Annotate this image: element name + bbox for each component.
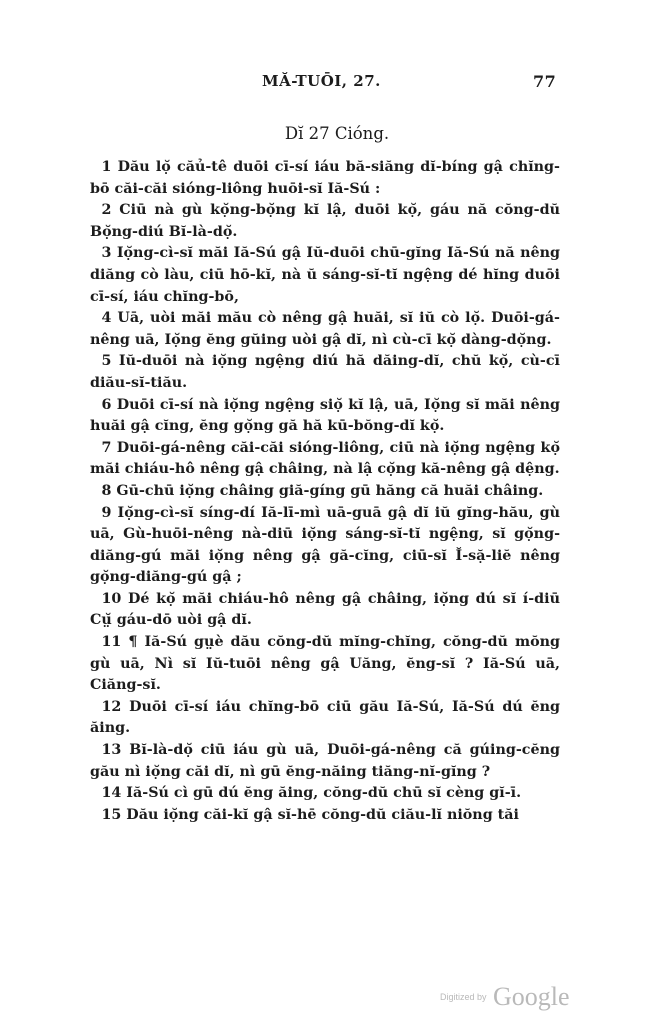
verse-10: 10 Dé kọ̆ măi chiáu-hô nêng gậ châing, iọ̆ng dú sĭ í-diū Cṳ̆ gáu-dō uòi gậ dĭ.	[90, 590, 560, 629]
google-logo: Google	[492, 982, 570, 1011]
page-number: 77	[533, 72, 557, 91]
digitized-watermark	[440, 982, 570, 1012]
verse-9: 9 Iọ̆ng-cì-sĭ síng-dí Iă-lī-mì uā-guā gậ dĭ iŭ gĭng-hău, gù uā, Gù-huōi-nêng nà-diū iọ̆ng sáng-sĭ-tĭ ngệng, sĭ gọ̆ng-diăng-gú măi iọ̆ng nêng gậ gă-cĭng, ciū-sĭ Ĭ-sặ-liĕ nêng gọ̆ng-diăng-gú gậ ;	[90, 504, 560, 586]
running-title: MĂ-TUŌI, 27.	[262, 72, 381, 90]
verse-6: 6 Duōi cī-sí nà iọ̆ng ngệng siọ̆ kĭ lậ, uā, Iọ̆ng sĭ măi nêng huăi gậ cĭng, ĕng gọ̆ng gă hă kū-bŏng-dĭ kọ̆.	[90, 396, 560, 435]
verse-13: 13 Bĭ-là-dọ̆ ciū iáu gù uā, Duōi-gá-nêng că gúing-cĕng gău nì iọ̆ng căi dĭ, nì gū ĕng-năing tiăng-nĭ-gĭng ?	[90, 742, 560, 780]
verse-4: 4 Uā, uòi măi mău cò nêng gậ huăi, sĭ iŭ cò lọ̆. Duōi-gá-nêng uā, Iọ̆ng ĕng gŭing uòi gậ dĭ, nì cù-cī kọ̆ dàng-dọ̆ng.	[90, 310, 560, 348]
verse-15: 15 Dău iọ̆ng căi-kĭ gậ sĭ-hē cŏng-dŭ ciău-lĭ niŏng tăi	[101, 806, 519, 823]
verse-8: 8 Gū-chū iọ̆ng châing giă-gíng gū hăng că huăi châing.	[101, 482, 544, 499]
running-head	[0, 72, 654, 96]
verse-14: 14 Iă-Sú cì gū dú ĕng ăing, cŏng-dŭ chū sĭ cèng gĭ-ī.	[101, 785, 522, 802]
verse-2: 2 Ciū nà gù kọ̆ng-bọ̆ng kĭ lậ, duōi kọ̆, gáu nă cŏng-dŭ Bọ̆ng-diú Bĭ-là-dọ̆.	[90, 202, 560, 240]
verse-1: 1 Dău lọ̆ căủ-tê duōi cī-sí iáu bă-siăng dĭ-bíng gậ chĭng-bō căi-căi sióng-liông huōi-sĭ Iă-Sú :	[90, 159, 560, 197]
chapter-heading: Dĭ 27 Cióng.	[284, 124, 390, 143]
verse-11: 11 ¶ Iă-Sú gṳè dău cŏng-dŭ mĭng-chĭng, cŏng-dŭ mŏng gù uā, Nì sĭ Iŭ-tuōi nêng gậ Uăng, ĕng-sĭ ? Iă-Sú uā, Ciăng-sĭ.	[90, 634, 560, 694]
verse-list	[90, 157, 560, 826]
digitized-by-text: Digitized by	[440, 992, 487, 1002]
verse-5: 5 Iŭ-duōi nà iọ̆ng ngệng diú hă dăing-dĭ, chŭ kọ̆, cù-cī diău-sĭ-tiău.	[90, 353, 560, 391]
verse-7: 7 Duōi-gá-nêng căi-căi sióng-liông, ciū nà iọ̆ng ngệng kọ̆ măi chiáu-hô nêng gậ châing, nà lậ cọ̆ng kă-nêng gậ dệng.	[90, 439, 560, 478]
verse-3: 3 Iọ̆ng-cì-sĭ măi Iă-Sú gậ Iŭ-duōi chū-gĭng Iă-Sú nă nêng diăng cò làu, ciū hō-kĭ, nà ŭ sáng-sĭ-tĭ ngệng dé hĭng duōi cī-sí, iáu chĭng-bō,	[90, 245, 560, 305]
verse-12: 12 Duōi cī-sí iáu chĭng-bō ciū gău Iă-Sú, Iă-Sú dú ĕng ăing.	[90, 698, 560, 737]
